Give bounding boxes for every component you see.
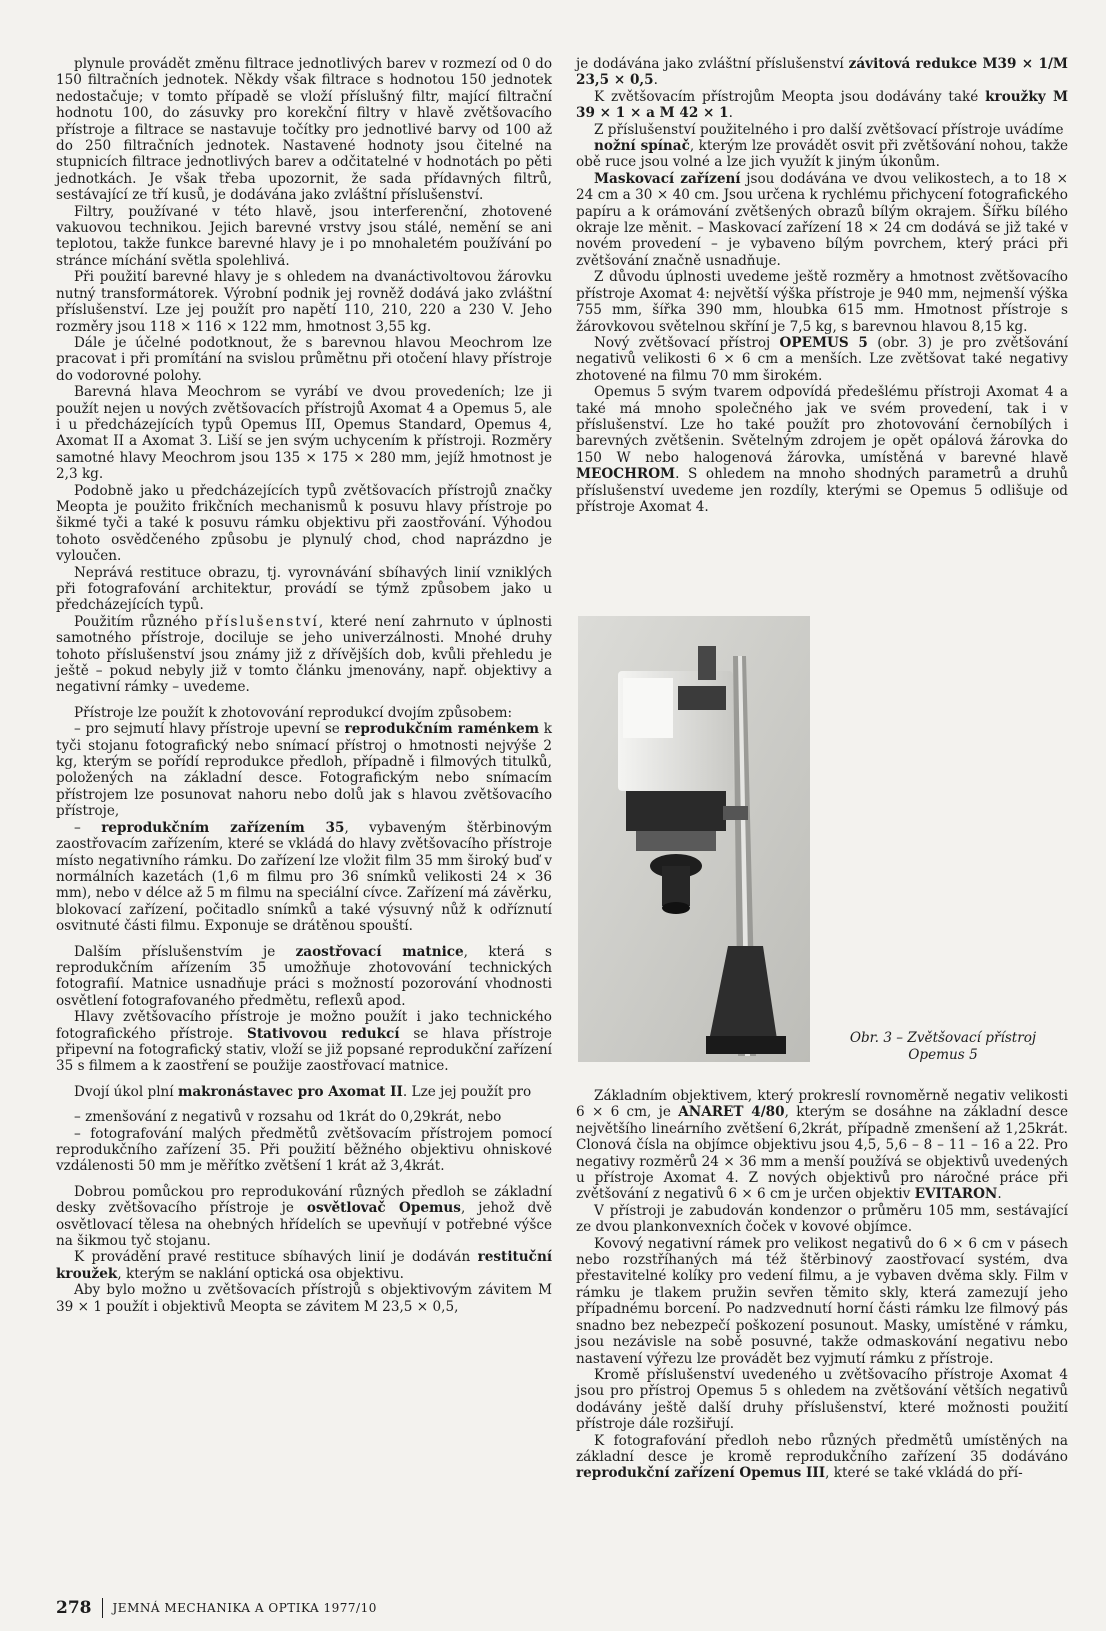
paragraph-text: , která s reprodukčním ařízením 35 umožňuje zhotovování technických fotografií. Matnice usnadňuje práci s možností pozorování vhodnosti osvětlení fotografovaného předmětu, reflexů apod. xyxy=(56,943,552,1009)
paragraph xyxy=(576,1433,1068,1482)
paragraph-text: jsou dodávána ve dvou velikostech, a to 18 × 24 cm a 30 × 40 cm. Jsou určena k rychlému přichycení fotografického papíru a k orámování zvětšených obrazů bílým okrajem. Šířku bílého okraje lze měnit. – Maskovací zařízení 18 × 24 cm dodává se již také v novém provedení – je vybaveno bílým povrchem, který práci při zvětšování značně usnadňuje. xyxy=(576,170,1068,269)
paragraph xyxy=(576,1203,1068,1236)
page-number: 278 xyxy=(56,1598,92,1618)
paragraph-text: . xyxy=(653,72,658,89)
figure-caption xyxy=(818,1030,1068,1064)
paragraph-text: , které se také vkládá do pří- xyxy=(825,1465,1023,1482)
paragraph xyxy=(56,705,552,721)
paragraph xyxy=(56,1126,552,1175)
paragraph-text: . xyxy=(997,1186,1002,1203)
paragraph-text: Dalším příslušenstvím je xyxy=(74,943,296,960)
paragraph-text: Filtry, používané v této hlavě, jsou interferenční, zhotovené vakuovou technikou. Jejich barevné vrstvy jsou stálé, nemění se ani teplotou, takže funkce barevné hlavy je i po mnohaletém používání po stránce míchání světla spolehlivá. xyxy=(56,203,552,269)
paragraph xyxy=(56,721,552,819)
right-column-upper xyxy=(576,56,1068,515)
paragraph xyxy=(56,483,552,565)
paragraph xyxy=(576,56,1068,89)
paragraph xyxy=(56,1084,552,1100)
bold-term: EVITARON xyxy=(914,1186,998,1203)
bold-term: reprodukčním zařízením 35 xyxy=(101,819,345,836)
paragraph xyxy=(576,138,1068,171)
paragraph-text: Opemus 5 svým tvarem odpovídá předešlému přístroji Axomat 4 a také má mnoho společného jak ve svém provedení, tak i v příslušenství. Lze ho také použít pro zhotovování černobílých i barevných zvětšenin. Světelným zdrojem je opět opálová žárovka do 150 W nebo halogenová žárovka, umístěná v barevné hlavě xyxy=(576,384,1068,466)
paragraph-text: Hlavy zvětšovacího přístroje je možno použít i jako technického fotografického přístroje. xyxy=(56,1009,552,1042)
bold-term: reprodukčním raménkem xyxy=(344,721,540,738)
paragraph xyxy=(576,335,1068,384)
paragraph-text: Aby bylo možno u zvětšovacích přístrojů s objektivovým závitem M 39 × 1 použít i objektivů Meopta se závitem M 23,5 × 0,5, xyxy=(56,1282,552,1315)
paragraph-text: je dodávána jako zvláštní příslušenství xyxy=(576,56,849,72)
paragraph xyxy=(576,171,1068,269)
bold-term: ANARET 4/80 xyxy=(678,1104,785,1121)
paragraph-text: se hlava přístroje připevní na fotografický stativ, vloží se již popsané reprodukční zařízení 35 s filmem a k zaostření se použije zaostřovací matnice. xyxy=(56,1025,552,1075)
bold-term: nožní spínač xyxy=(594,138,690,155)
paragraph-text: – fotografování malých předmětů zvětšovacím přístrojem pomocí reprodukčního zařízení 35. Při použití běžného objektivu ohniskové vzdálenosti 50 mm je měřítko zvětšení 1 krát až 3,4krát. xyxy=(56,1125,552,1175)
bold-term: zaostřovací matnice xyxy=(295,943,464,960)
paragraph xyxy=(56,1249,552,1282)
bold-term: makronástavec pro Axomat II xyxy=(177,1083,403,1100)
paragraph-text: , vybaveným štěrbinovým zaostřovacím zařízením, které se vkládá do hlavy zvětšovacího přístroje místo negativního rámku. Do zařízení lze vložit film 35 mm široký buď v normálních kazetách (1,6 m filmu pro 36 snímků velikosti 24 × 36 mm), nebo v délce až 5 m filmu na speciální cívce. Zařízení má závěrku, blokovací zařízení, počitadlo snímků a také výsuvný nůž k odříznutí osvitnuté části filmu. Exponuje se drátěnou spouští. xyxy=(56,819,552,935)
paragraph-text: V přístroji je zabudován kondenzor o průměru 105 mm, sestávající ze dvou plankonvexních čoček v kovové objímce. xyxy=(576,1202,1068,1236)
paragraph-text: . S ohledem na mnoho shodných parametrů a druhů příslušenství uvedeme jen rozdíly, kterými se Opemus 5 odlišuje od přístroje Axomat 4. xyxy=(576,466,1068,515)
paragraph-text: Z důvodu úplnosti uvedeme ještě rozměry a hmotnost zvětšovacího přístroje Axomat 4: největší výška přístroje je 940 mm, nejmenší výška 755 mm, šířka 390 mm, hloubka 615 mm. Hmotnost přístroje s žárovkovou světelnou skříní je 7,5 kg, s barevnou hlavou 8,15 kg. xyxy=(576,269,1068,335)
paragraph xyxy=(56,614,552,696)
bold-term: restituční kroužek xyxy=(56,1249,552,1282)
paragraph-text: Při použití barevné hlavy je s ohledem na dvanáctivoltovou žárovku nutný transformátorek. Výrobní podnik jej rovněž dodává jako zvláštní příslušenství. Lze jej použít pro napětí 110, 210, 220 a 230 V. Jeho rozměry jsou 118 × 116 × 122 mm, hmotnost 3,55 kg. xyxy=(56,269,552,335)
paragraph xyxy=(56,1282,552,1315)
paragraph xyxy=(56,1184,552,1250)
paragraph-text: Použitím různého xyxy=(74,613,205,630)
paragraph-text: . xyxy=(728,105,733,122)
paragraph xyxy=(56,335,552,384)
figure-photo xyxy=(578,616,810,1062)
paragraph-text: Z příslušenství použitelného i pro další zvětšovací přístroje uvádíme xyxy=(594,121,1064,138)
bold-term: kroužky M 39 × 1 × a M 42 × 1 xyxy=(576,88,1068,122)
paragraph xyxy=(56,1009,552,1075)
paragraph xyxy=(576,384,1068,515)
page-footer xyxy=(56,1598,377,1618)
paragraph-text: – xyxy=(74,819,102,836)
paragraph-text: – pro sejmutí hlavy přístroje upevní se xyxy=(74,721,345,738)
paragraph-text: , kterým se naklání optická osa objektivu. xyxy=(117,1265,404,1282)
paragraph-text: Základním objektivem, který prokreslí rovnoměrně negativ velikosti 6 × 6 cm, je xyxy=(576,1088,1068,1121)
spaced-term: příslušenství xyxy=(205,613,319,630)
bold-term: reprodukční zařízení Opemus III xyxy=(576,1465,826,1482)
paragraph-text: – zmenšování z negativů v rozsahu od 1krát do 0,29krát, nebo xyxy=(74,1109,502,1126)
paragraph-text: , kterým se dosáhne na základní desce největšího lineárního zvětšení 6,2krát, případně zmenšení až 1,25krát. Clonová čísla na objímce objektivu jsou 4,5, 5,6 – 8 – 11 – 16 a 22. Pro negativy rozměrů 24 × 36 mm a menší používá se objektivů uvedených u přístroje Axomat 4. Z nových objektivů pro náročné práce při zvětšování z negativů 6 × 6 cm je určen objektiv xyxy=(576,1104,1068,1203)
bold-term: Maskovací zařízení xyxy=(594,170,741,187)
paragraph xyxy=(576,122,1068,138)
caption-line-2: Opemus 5 xyxy=(908,1047,978,1063)
left-column xyxy=(56,56,552,1315)
paragraph-text: plynule provádět změnu filtrace jednotlivých barev v rozmezí od 0 do 150 filtračních jednotek. Někdy však filtrace s hodnotou 150 jednotek nedostačuje; v tomto případě se vloží příslušný filtr, mající filtrační hodnotu 100, do zásuvky pro korekční filtry v hlavě zvětšovacího přístroje a filtrace se nastavuje točítky pro jednotlivé barvy od 100 až do 250 filtračních jednotek. Nastavené hodnoty jsou čitelné na stupnicích filtrace jednotlivých barev a odčitatelné v hodnotách po pěti jednotkách. Je však třeba upozornit, že sada přídavných filtrů, sestávající ze tří kusů, je dodávána jako zvláštní příslušenství. xyxy=(56,56,552,204)
paragraph-text: Podobně jako u předcházejících typů zvětšovacích přístrojů značky Meopta je použito frikčních mechanismů k posuvu hlavy přístroje po šikmé tyči a také k posuvu rámku objektivu při zaostřování. Výhodou tohoto osvědčeného způsobu je plynulý chod, chod naprázdno je vyloučen. xyxy=(56,482,552,565)
paragraph xyxy=(56,565,552,614)
paragraph xyxy=(576,1088,1068,1203)
paragraph xyxy=(56,56,552,204)
paragraph-text: Kromě příslušenství uvedeného u zvětšovacího přístroje Axomat 4 jsou pro přístroj Opemus 5 s ohledem na zvětšování větších negativů dodávány ještě další druhy příslušenství, které možnosti použití přístroje dále rozšiřují. xyxy=(576,1366,1068,1433)
caption-line-1: Obr. 3 – Zvětšovací přístroj xyxy=(849,1030,1037,1046)
paragraph-text: (obr. 3) je pro zvětšování negativů velikosti 6 × 6 cm a menších. Lze zvětšovat také negativy zhotovené na filmu 70 mm širokém. xyxy=(576,334,1068,384)
paragraph-text: Dvojí úkol plní xyxy=(74,1083,178,1100)
bold-term: Stativovou redukcí xyxy=(247,1025,400,1042)
right-column-lower xyxy=(576,1088,1068,1482)
paragraph-text: Dobrou pomůckou pro reprodukování různých předloh se základní desky zvětšovacího přístroje je xyxy=(56,1183,552,1217)
paragraph-text: Dále je účelné podotknout, že s barevnou hlavou Meochrom lze pracovat i při promítání na svislou průmětnu při otočení hlavy přístroje do vodorovné polohy. xyxy=(56,334,552,384)
paragraph-text: , které není zahrnuto v úplnosti samotného přístroje, dociluje se jeho univerzálnosti. Mnohé druhy tohoto příslušenství jsou známy již z dřívějších dob, kvůli přehledu je ještě – pokud nebyly již v tomto článku jmenovány, např. objektivy a negativní rámky – uvedeme. xyxy=(56,613,552,696)
bold-term: osvětlovač Opemus xyxy=(306,1200,461,1217)
paragraph xyxy=(56,384,552,482)
paragraph xyxy=(576,89,1068,122)
paragraph-text: Kovový negativní rámek pro velikost negativů do 6 × 6 cm v pásech nebo rozstříhaných má též štěrbinový zaostřovací systém, dva přestavitelné kolíky pro vedení filmu, a je vybaven dvěma skly. Film v rámku je tlakem pružin sevřen těmito skly, která zamezují jeho případnému borcení. Po nadzvednutí horní části rámku lze filmový pás snadno bez nebezpečí poškození posunout. Masky, umístěné v rámku, jsou nezávisle na sobě posuvné, takže odmaskování negativu nebo nastavení výřezu lze provádět bez vyjmutí rámku z přístroje. xyxy=(576,1235,1068,1367)
journal-name: JEMNÁ MECHANIKA A OPTIKA 1977/10 xyxy=(112,1601,377,1615)
enlarger-photo xyxy=(578,616,810,1062)
paragraph-text: Neprává restituce obrazu, tj. vyrovnávání sbíhavých linií vzniklých při fotografování architektur, provádí se týmž způsobem jako u předcházejících typů. xyxy=(56,564,552,614)
paragraph xyxy=(576,1367,1068,1433)
paragraph-text: K zvětšovacím přístrojům Meopta jsou dodávány také xyxy=(594,88,986,105)
paragraph xyxy=(56,269,552,335)
paragraph-text: . Lze jej použít pro xyxy=(402,1083,532,1100)
paragraph-text: Přístroje lze použít k zhotovování reprodukcí dvojím způsobem: xyxy=(74,704,513,721)
paragraph xyxy=(576,1236,1068,1367)
paragraph-text: K fotografování předloh nebo různých předmětů umístěných na základní desce je kromě reprodukčního zařízení 35 dodáváno xyxy=(576,1432,1068,1465)
paragraph xyxy=(56,944,552,1010)
bold-term: závitová redukce M39 × 1/M 23,5 × 0,5 xyxy=(576,56,1068,89)
footer-divider xyxy=(102,1598,103,1618)
paragraph-text: , kterým lze provádět osvit při zvětšování nohou, takže obě ruce jsou volné a lze jich využít k jiným úkonům. xyxy=(576,138,1068,171)
paragraph xyxy=(56,204,552,270)
paragraph-text: Barevná hlava Meochrom se vyrábí ve dvou provedeních; lze ji použít nejen u nových zvětšovacích přístrojů Axomat 4 a Opemus 5, ale i u předcházejících typů Opemus III, Opemus Standard, Opemus 4, Axomat II a Axomat 3. Liší se jen svým uchycením k přístroji. Rozměry samotné hlavy Meochrom jsou 135 × 175 × 280 mm, jejíž hmotnost je 2,3 kg. xyxy=(56,384,552,483)
paragraph xyxy=(576,269,1068,335)
paragraph xyxy=(56,820,552,935)
paragraph-text: K provádění pravé restituce sbíhavých linií je dodáván xyxy=(74,1249,478,1266)
paragraph-text: , jehož dvě osvětlovací tělesa na ohebných hřídelích se upevňují v potřebné výšce na šikmou tyč stojanu. xyxy=(56,1200,552,1250)
bold-term: MEOCHROM xyxy=(576,466,676,483)
paragraph-text: Nový zvětšovací přístroj xyxy=(594,334,780,351)
paragraph-text: k tyči stojanu fotografický nebo snímací přístroj o hmotnosti nejvýše 2 kg, kterým se pořídí reprodukce předloh, případně i filmových titulků, položených na základní desce. Fotografickým nebo snímacím přístrojem lze posunovat nahoru nebo dolů jak s hlavou zvětšovacího přístroje, xyxy=(56,721,552,820)
paragraph xyxy=(56,1109,552,1125)
bold-term: OPEMUS 5 xyxy=(779,334,868,351)
